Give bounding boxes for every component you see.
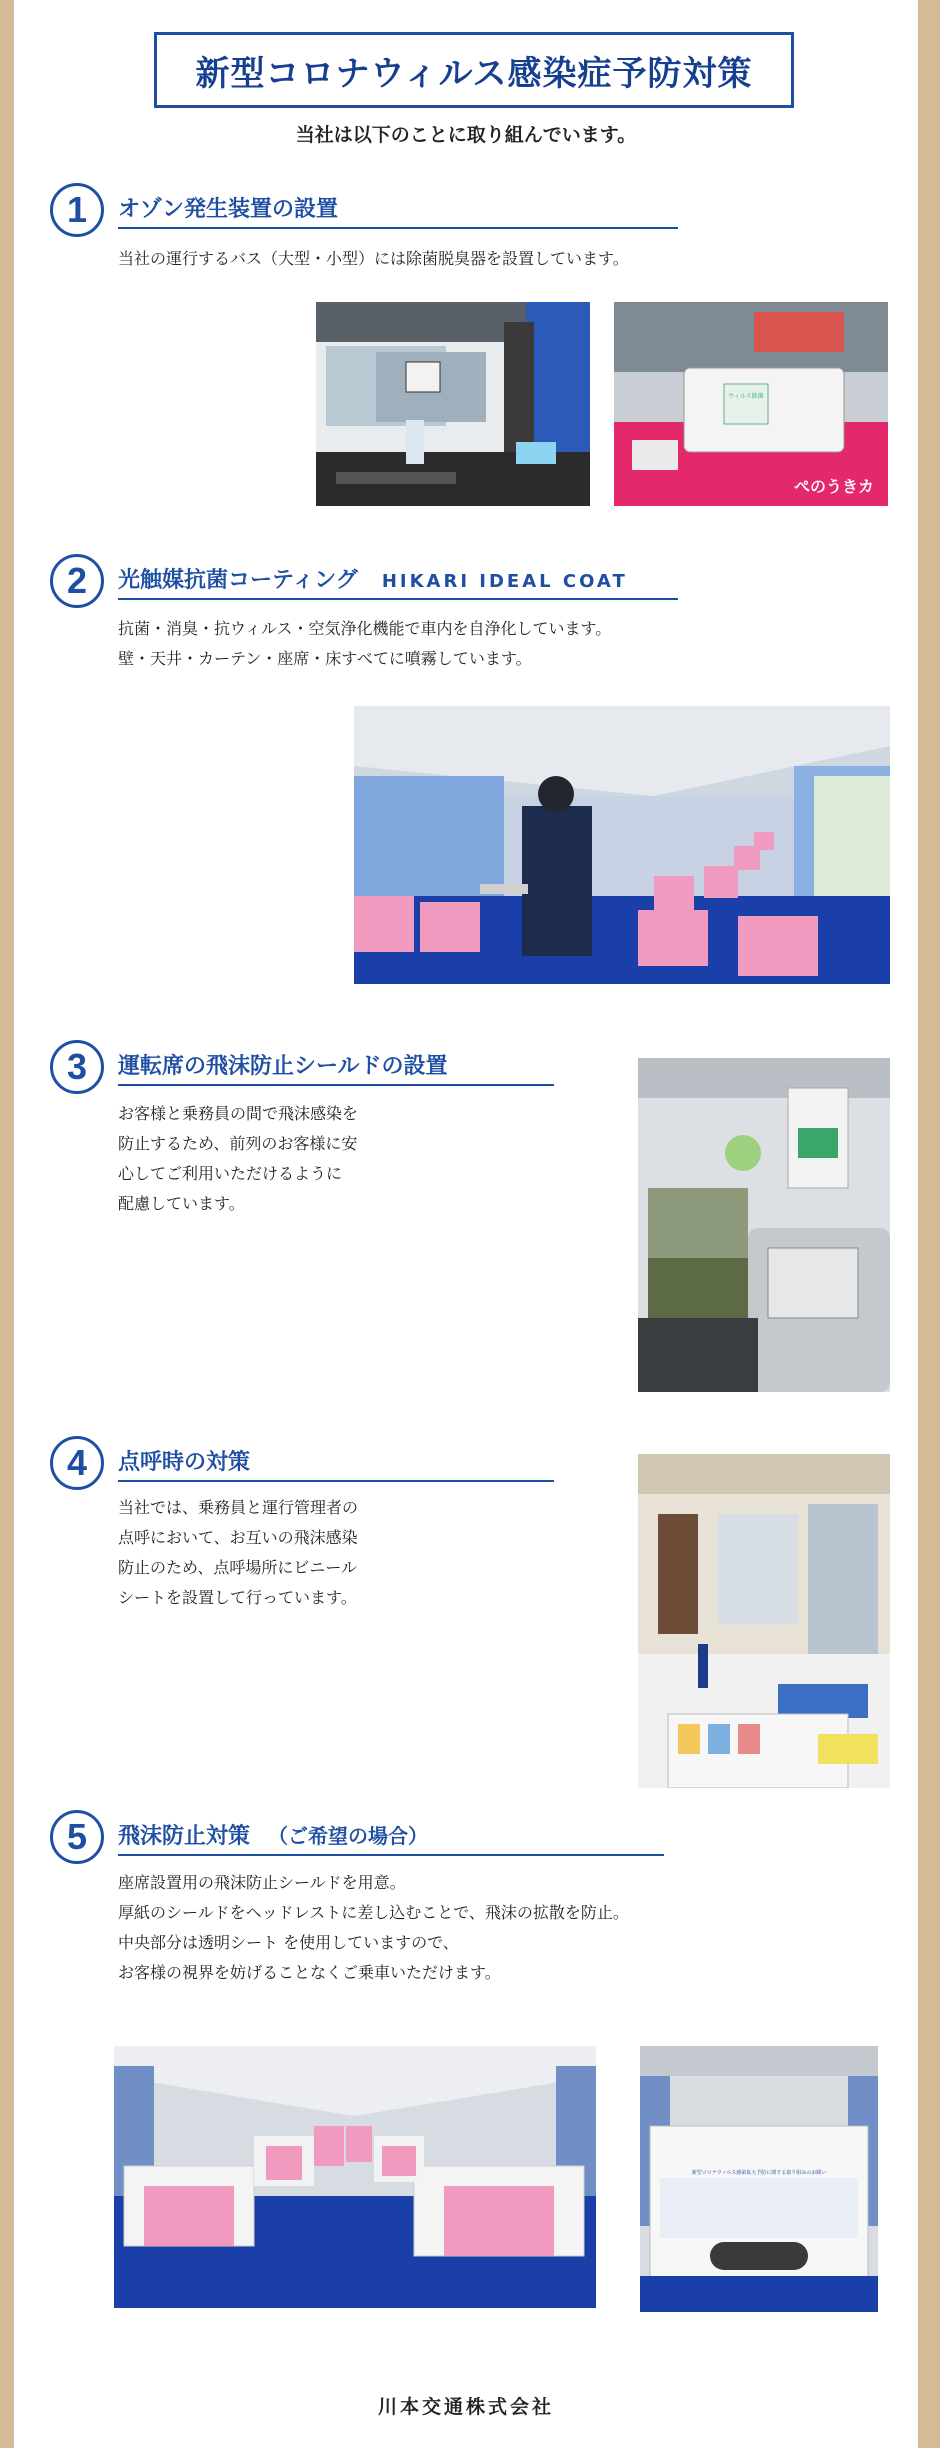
seat-shields-aisle-photo [114,2046,596,2308]
section-4-line-4: シートを設置して行っています。 [118,1588,357,1607]
section-5-text [118,1868,629,1988]
section-2-title-text: 光触媒抗菌コーティング [118,568,358,593]
ozone-device-label: ウィルス除菌 [728,393,764,400]
section-4-number: 4 [50,1436,104,1490]
section-3-title-text: 運転席の飛沫防止シールドの設置 [118,1054,448,1079]
seat-shield-closeup-photo [640,2046,878,2312]
section-1-line-1: 当社の運行するバス（大型・小型）には除菌脱臭器を設置しています。 [118,249,629,268]
section-3-text [118,1099,358,1219]
section-5-line-1: 座席設置用の飛沫防止シールドを用意。 [118,1873,406,1892]
page-subtitle: 当社は以下のことに取り組んでいます。 [295,124,637,146]
section-5-title-text: 飛沫防止対策 [118,1824,251,1849]
ozone-device-dashboard-photo [614,302,888,506]
title-box [154,32,794,108]
section-3-line-1: お客様と乗務員の間で飛沫感染を [118,1104,359,1123]
section-1-text [118,244,629,274]
coating-spray-photo [354,706,890,984]
section-5-line-3: 中央部分は透明シート を使用していますので、 [118,1933,459,1952]
section-3-line-3: 心してご利用いただけるように [118,1164,343,1183]
section-5-title [118,1819,664,1856]
section-2-text [118,614,611,674]
section-4-text [118,1493,358,1613]
driver-shield-photo [638,1058,890,1392]
section-3-line-2: 防止するため、前列のお客様に安 [118,1134,358,1153]
section-3-title [118,1049,554,1086]
section-5-line-2: 厚紙のシールドをヘッドレストに差し込むことで、飛沫の拡散を防止。 [118,1903,629,1922]
section-2-line-1: 抗菌・消臭・抗ウィルス・空気浄化機能で車内を自浄化しています。 [118,619,612,638]
section-4-line-1: 当社では、乗務員と運行管理者の [118,1498,359,1517]
section-4-title [118,1445,554,1482]
section-1-number: 1 [50,183,104,237]
company-name: 川本交通株式会社 [377,2396,554,2418]
section-1-title-text: オゾン発生装置の設置 [118,197,339,222]
section-2-title-sub: HIKARI IDEAL COAT [381,571,628,592]
section-5-number: 5 [50,1810,104,1864]
section-2-line-2: 壁・天井・カーテン・座席・床すべてに噴霧しています。 [118,649,532,668]
section-1-title [118,192,678,229]
section-3-number: 3 [50,1040,104,1094]
section-5-title-sub: （ご希望の場合） [268,1824,429,1848]
shield-notice-text: 新型コロナウィルス感染拡大予防に関する取り組みのお願い [691,2170,827,2176]
section-4-title-text: 点呼時の対策 [118,1450,251,1475]
section-2-number: 2 [50,554,104,608]
towel-text: ぺのうきカ [793,477,875,496]
roll-call-office-photo [638,1454,890,1788]
section-5-line-4: お客様の視界を妨げることなくご乗車いただけます。 [118,1963,501,1982]
page-title: 新型コロナウィルス感染症予防対策 [195,53,753,94]
section-4-line-2: 点呼において、お互いの飛沫感染 [118,1528,358,1547]
section-3-line-4: 配慮しています。 [118,1194,245,1213]
ozone-device-bus-photo [316,302,590,506]
section-2-title [118,563,678,600]
page [14,0,918,2448]
section-4-line-3: 防止のため、点呼場所にビニール [118,1558,358,1577]
